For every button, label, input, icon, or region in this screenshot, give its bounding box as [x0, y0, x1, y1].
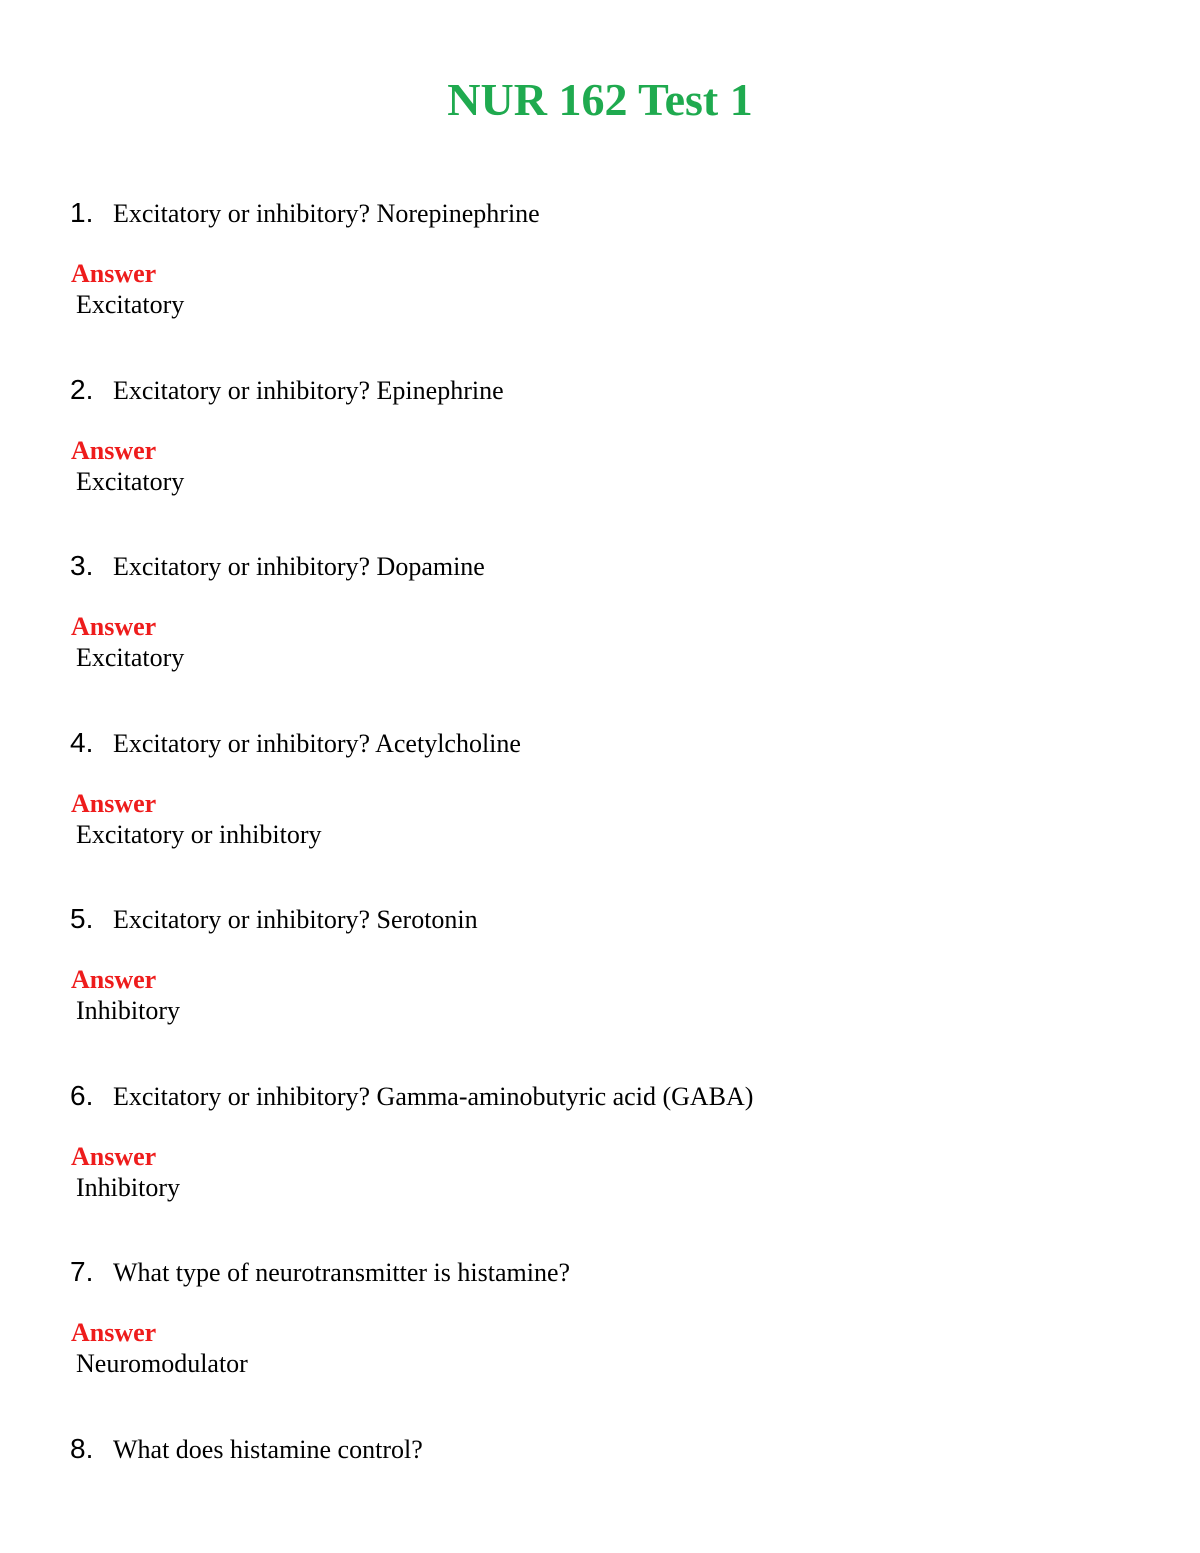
question-7	[70, 1256, 570, 1292]
question-text: Excitatory or inhibitory? Acetylcholine	[113, 729, 521, 758]
question-number: 1.	[70, 197, 94, 228]
answer-label: Answer	[71, 612, 157, 641]
answer-text: Excitatory	[76, 290, 185, 319]
question-number: 5.	[70, 903, 94, 934]
answer-label: Answer	[71, 965, 157, 994]
answer-label: Answer	[71, 1142, 157, 1171]
question-2	[70, 374, 504, 410]
question-text: Excitatory or inhibitory? Epinephrine	[113, 376, 504, 405]
question-text: Excitatory or inhibitory? Norepinephrine	[113, 199, 540, 228]
answer-text: Neuromodulator	[76, 1349, 248, 1378]
question-number: 4.	[70, 727, 94, 758]
answer-label: Answer	[71, 789, 157, 818]
answer-text: Excitatory	[76, 643, 185, 672]
question-text: Excitatory or inhibitory? Serotonin	[113, 905, 478, 934]
answer-text: Excitatory	[76, 467, 185, 496]
question-5	[70, 903, 478, 939]
page-title: NUR 162 Test 1	[447, 74, 753, 125]
question-text: What type of neurotransmitter is histamine?	[113, 1258, 571, 1287]
question-1	[70, 197, 540, 233]
answer-label: Answer	[71, 1318, 157, 1347]
question-text: Excitatory or inhibitory? Dopamine	[113, 552, 485, 581]
question-number: 3.	[70, 550, 94, 581]
question-text: What does histamine control?	[113, 1435, 423, 1464]
question-8	[70, 1433, 423, 1469]
answer-label: Answer	[71, 436, 157, 465]
question-text: Excitatory or inhibitory? Gamma-aminobutyric acid (GABA)	[113, 1082, 754, 1111]
question-3	[70, 550, 485, 586]
question-4	[70, 727, 521, 763]
answer-text: Inhibitory	[76, 996, 180, 1025]
question-number: 6.	[70, 1080, 94, 1111]
answer-text: Inhibitory	[76, 1173, 180, 1202]
answer-text: Excitatory or inhibitory	[76, 820, 322, 849]
question-6	[70, 1080, 753, 1116]
answer-label: Answer	[71, 259, 157, 288]
question-number: 8.	[70, 1433, 94, 1464]
question-number: 7.	[70, 1256, 94, 1287]
question-number: 2.	[70, 374, 94, 405]
